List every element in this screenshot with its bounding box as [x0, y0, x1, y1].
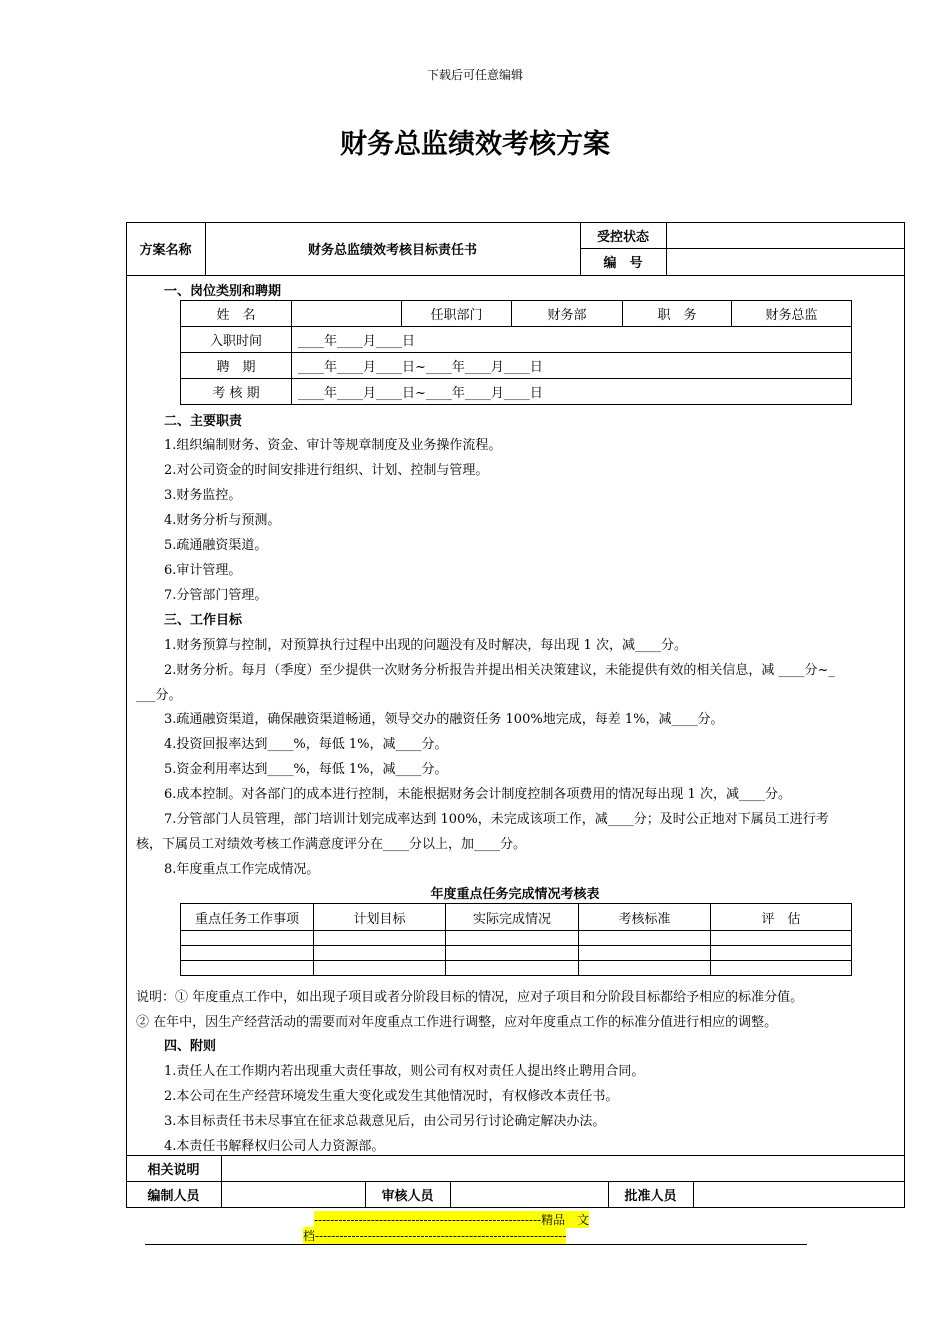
term-label: 聘 期: [181, 353, 292, 379]
duty-item: 3.财务监控。: [164, 488, 242, 503]
table-cell[interactable]: [446, 931, 579, 946]
column-header: 计划目标: [314, 904, 446, 931]
column-header: 实际完成情况: [446, 904, 579, 931]
duty-item: 4.财务分析与预测。: [164, 513, 281, 528]
table-cell[interactable]: [579, 946, 711, 961]
table-cell[interactable]: [181, 946, 314, 961]
section2-heading: 二、主要职责: [164, 414, 243, 429]
page-title: 财务总监绩效考核方案: [340, 129, 610, 160]
name-label: 姓 名: [181, 301, 292, 327]
number-label: 编 号: [603, 256, 643, 271]
entry-date-label: 入职时间: [181, 327, 292, 353]
duty-item: 7.分管部门管理。: [164, 588, 268, 603]
duty-item: 5.疏通融资渠道。: [164, 538, 268, 553]
appendix-item: 3.本目标责任书未尽事宜在征求总裁意见后，由公司另行讨论确定解决办法。: [164, 1114, 606, 1129]
approved-by-label: 批准人员: [624, 1189, 677, 1204]
table-row: [181, 931, 852, 946]
related-notes-label: 相关说明: [147, 1162, 200, 1178]
name-value[interactable]: [292, 301, 402, 327]
prepared-by-value[interactable]: [221, 1181, 365, 1208]
goal-item-4: 4.投资回报率达到____%，每低 1%，减____分。: [164, 737, 448, 752]
goal-item-2-cont: ___分。: [136, 688, 182, 703]
goal-item-7-cont: 核，下属员工对绩效考核工作满意度评分在____分以上，加____分。: [136, 837, 527, 852]
note-2: ② 在年中，因生产经营活动的需要而对年度重点工作进行调整，应对年度重点工作的标准分值进行相应的调整。: [136, 1015, 778, 1030]
goal-item-2: 2.财务分析。每月（季度）至少提供一次财务分析报告并提出相关决策建议，未能提供有效的相关信息，减 ____分~_: [164, 663, 835, 678]
section3-heading: 三、工作目标: [164, 613, 243, 628]
duty-item: 2.对公司资金的时间安排进行组织、计划、控制与管理。: [164, 463, 489, 478]
plan-name-value: 财务总监绩效考核目标责任书: [307, 243, 477, 258]
table-row: [181, 946, 852, 961]
reviewed-by-label: 审核人员: [381, 1189, 434, 1204]
controlled-status-label: 受控状态: [596, 229, 649, 245]
appendix-item: 4.本责任书解释权归公司人力资源部。: [164, 1139, 385, 1154]
table-cell[interactable]: [181, 961, 314, 976]
table-cell[interactable]: [181, 931, 314, 946]
key-task-table: [180, 903, 852, 976]
position-value: 财务总监: [732, 301, 852, 327]
appendix-item: 2.本公司在生产经营环境发生重大变化或发生其他情况时，有权修改本责任书。: [164, 1089, 619, 1104]
table-cell[interactable]: [446, 961, 579, 976]
goal-item-6: 6.成本控制。对各部门的成本进行控制，未能根据财务会计制度控制各项费用的情况每出现 1 次，减____分。: [164, 787, 791, 802]
table-row: [181, 961, 852, 976]
term-value: ____年____月____日~____年____月____日: [292, 353, 852, 379]
position-info-table: [180, 300, 852, 405]
plan-name-label: 方案名称: [139, 243, 192, 258]
table-cell[interactable]: [711, 931, 852, 946]
entry-date-value: ____年____月____日: [292, 327, 852, 353]
duty-item: 1.组织编制财务、资金、审计等规章制度及业务操作流程。: [164, 438, 502, 453]
table-cell[interactable]: [711, 961, 852, 976]
table-cell[interactable]: [314, 961, 446, 976]
table-cell[interactable]: [446, 946, 579, 961]
reviewed-by-value[interactable]: [450, 1181, 608, 1208]
table-cell[interactable]: [711, 946, 852, 961]
table-cell[interactable]: [314, 931, 446, 946]
column-header: 评 估: [711, 904, 852, 931]
note-1: 说明：① 年度重点工作中，如出现子项目或者分阶段目标的情况，应对子项目和分阶段目标都给予相应的标准分值。: [136, 990, 804, 1005]
footer-line-1: --------------------------------------------------------精品 文: [314, 1213, 590, 1227]
related-notes-value[interactable]: [221, 1155, 905, 1181]
position-label: 职 务: [623, 301, 732, 327]
key-task-table-title: 年度重点任务完成情况考核表: [430, 887, 600, 902]
dept-label: 任职部门: [402, 301, 512, 327]
table-cell[interactable]: [314, 946, 446, 961]
footer-line-2: 档--------------------------------------------------------------: [303, 1229, 567, 1243]
dept-value: 财务部: [512, 301, 623, 327]
table-cell[interactable]: [579, 961, 711, 976]
section4-heading: 四、附则: [164, 1039, 217, 1054]
review-period-value: ____年____月____日~____年____月____日: [292, 379, 852, 405]
goal-item-5: 5.资金利用率达到____%，每低 1%，减____分。: [164, 762, 448, 777]
review-period-label: 考 核 期: [181, 379, 292, 405]
prepared-by-label: 编制人员: [147, 1189, 200, 1204]
duty-item: 6.审计管理。: [164, 563, 242, 578]
number-value[interactable]: [666, 248, 905, 275]
appendix-item: 1.责任人在工作期内若出现重大责任事故，则公司有权对责任人提出终止聘用合同。: [164, 1064, 645, 1079]
column-header: 考核标准: [579, 904, 711, 931]
column-header: 重点任务工作事项: [181, 904, 314, 931]
table-cell[interactable]: [579, 931, 711, 946]
section1-heading: 一、岗位类别和聘期: [164, 284, 282, 299]
footer-rule: [145, 1244, 807, 1245]
goal-item-1: 1.财务预算与控制，对预算执行过程中出现的问题没有及时解决，每出现 1 次，减____分。: [164, 638, 687, 653]
approved-by-value[interactable]: [693, 1181, 905, 1208]
goal-item-8: 8.年度重点工作完成情况。: [164, 862, 320, 877]
goal-item-7: 7.分管部门人员管理，部门培训计划完成率达到 100%，未完成该项工作，减____分；及时公正地对下属员工进行考: [164, 812, 829, 827]
header-note: 下载后可任意编辑: [426, 68, 523, 82]
goal-item-3: 3.疏通融资渠道，确保融资渠道畅通，领导交办的融资任务 100%地完成，每差 1%，减____分。: [164, 712, 724, 727]
controlled-status-value[interactable]: [666, 222, 905, 248]
